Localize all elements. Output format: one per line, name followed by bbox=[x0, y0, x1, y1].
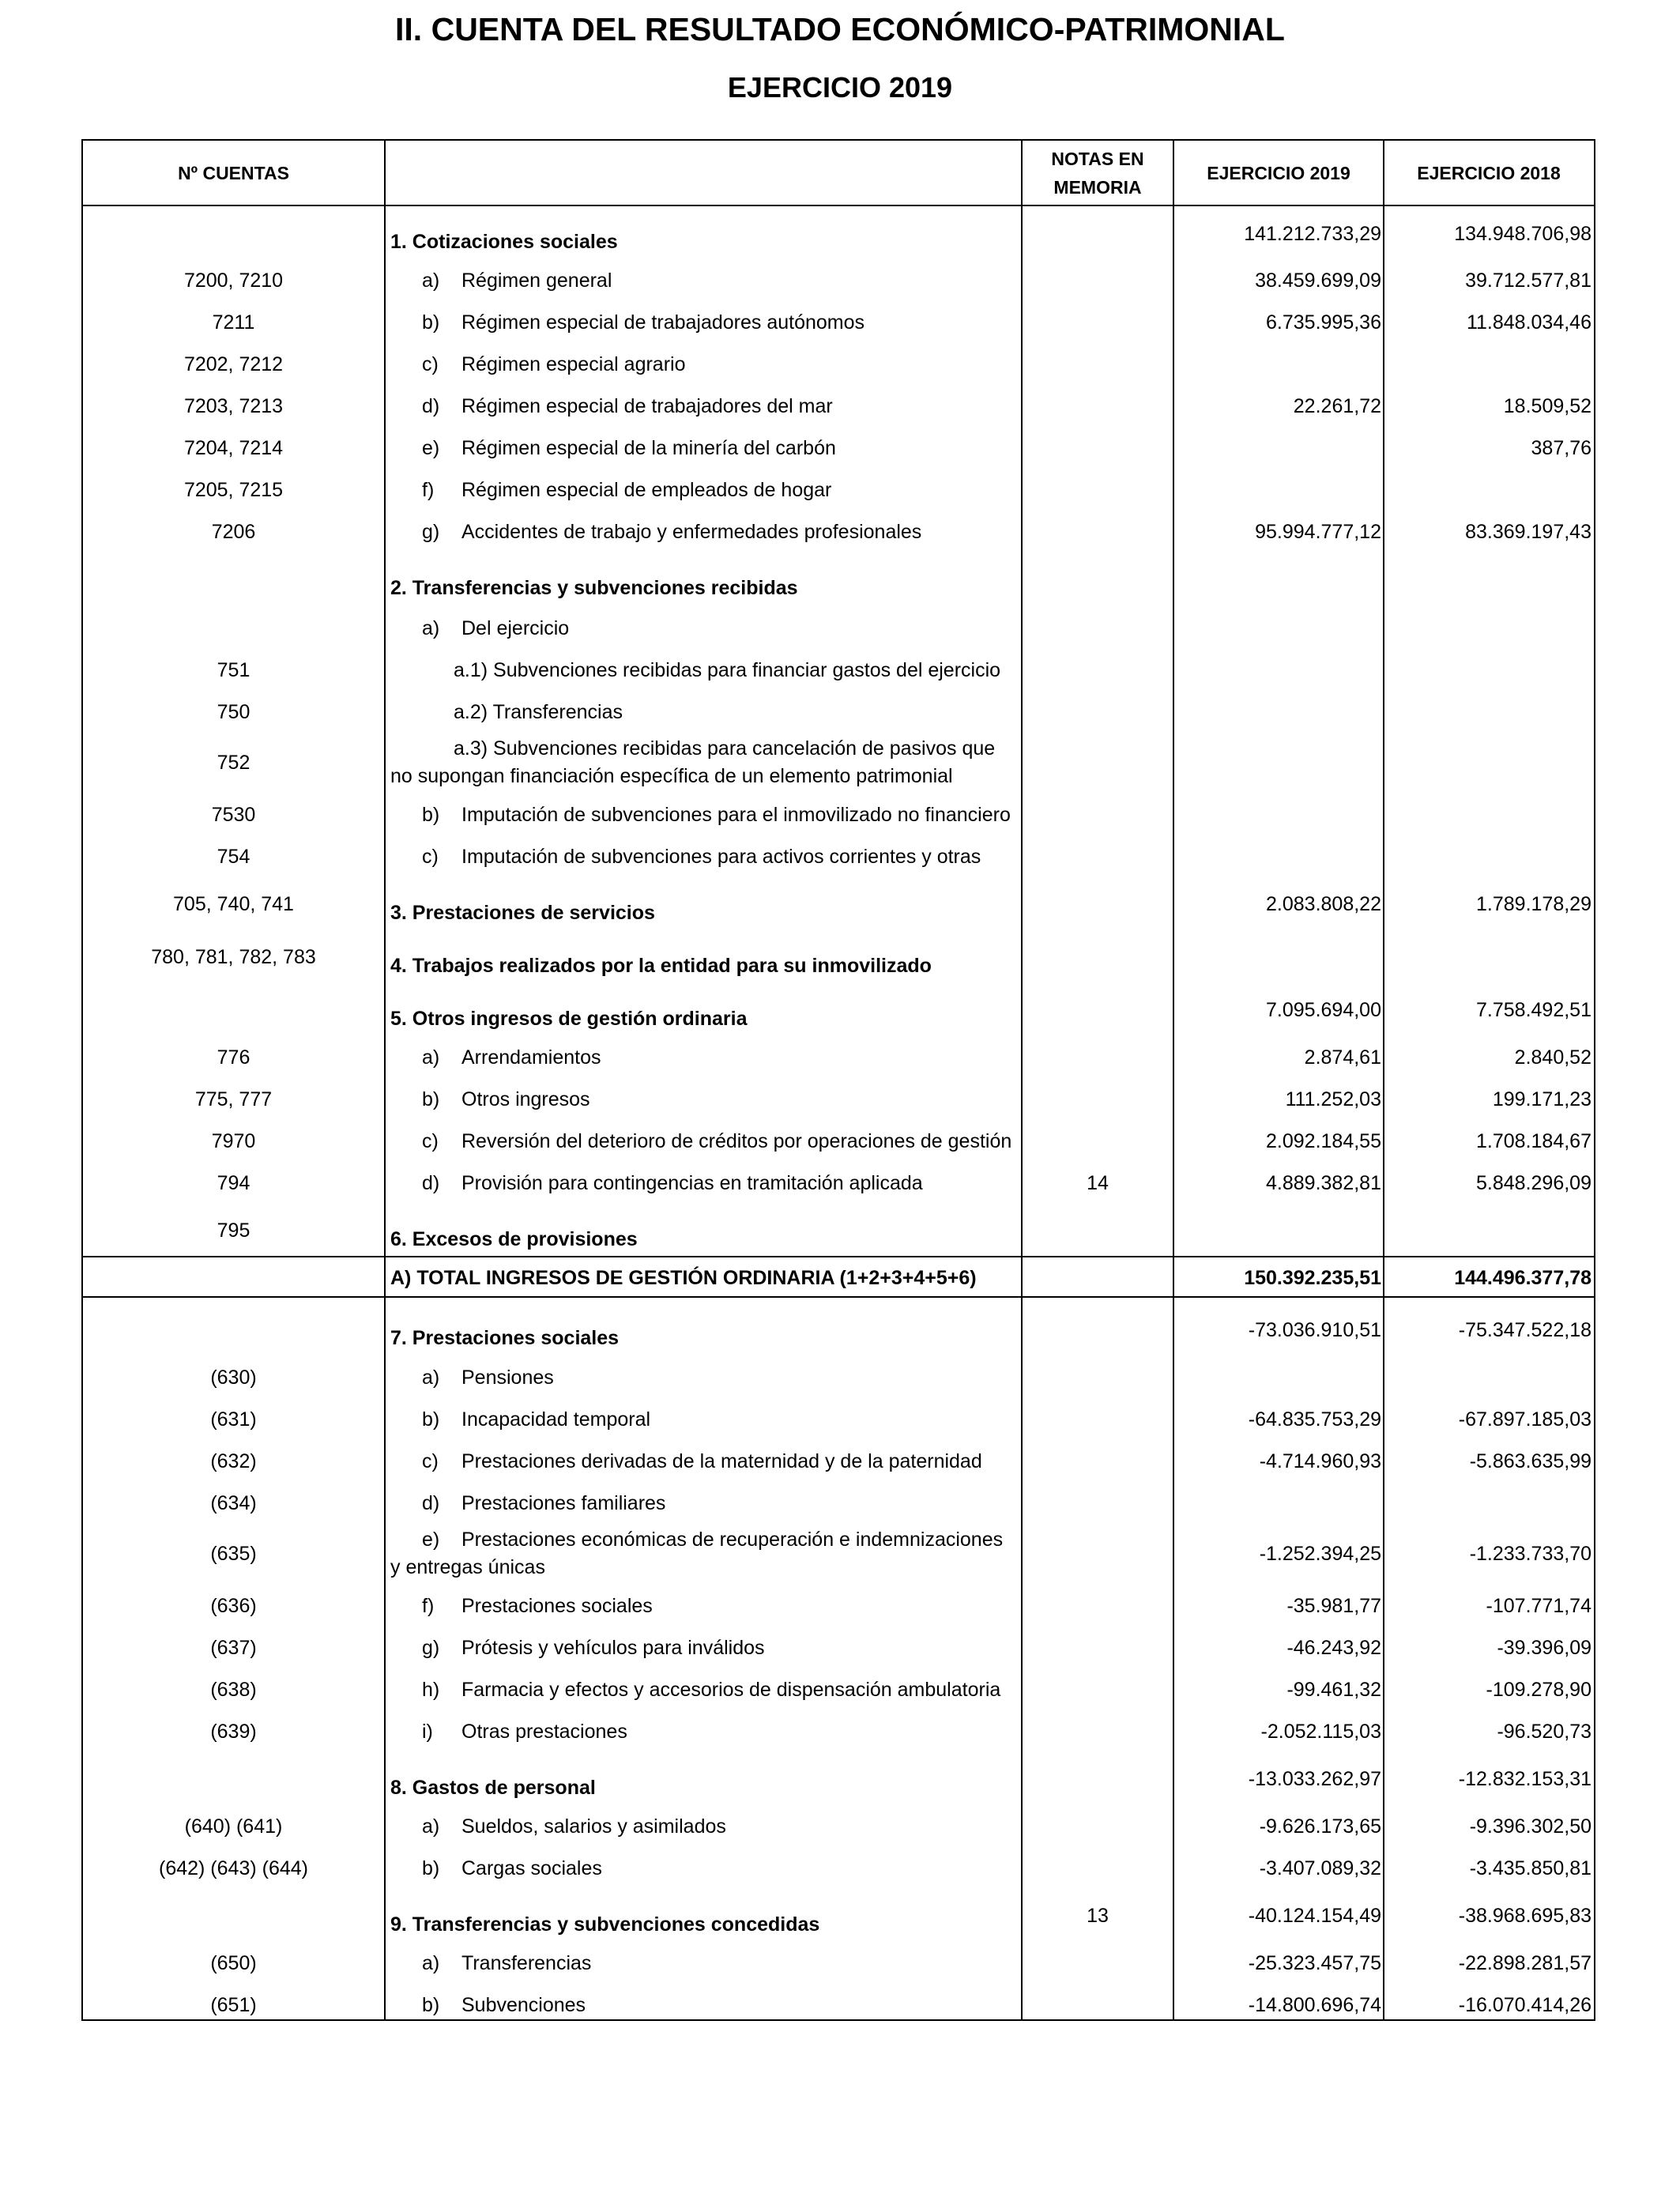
item-letter: b) bbox=[422, 1857, 440, 1879]
value-2018: -5.863.635,99 bbox=[1469, 1450, 1591, 1472]
item-letter: b) bbox=[422, 311, 440, 334]
total-label: A) TOTAL INGRESOS DE GESTIÓN ORDINARIA (1+2+3+4+5+6) bbox=[390, 1267, 977, 1289]
account-code: (636) bbox=[210, 1595, 257, 1617]
value-2019: -40.124.154,49 bbox=[1248, 1905, 1381, 1927]
value-2018: 134.948.706,98 bbox=[1454, 223, 1591, 245]
header-accounts: Nº CUENTAS bbox=[178, 163, 289, 183]
row-label: 1. Cotizaciones sociales bbox=[390, 231, 618, 253]
value-2019: 2.083.808,22 bbox=[1266, 893, 1381, 915]
value-2018: -107.771,74 bbox=[1486, 1595, 1591, 1617]
item-letter: a) bbox=[422, 1952, 440, 1974]
item-letter: d) bbox=[422, 1492, 440, 1514]
row-label-continuation: no supongan financiación específica de un elemento patrimonial bbox=[390, 765, 953, 787]
item-letter: a) bbox=[422, 270, 440, 292]
row-label bbox=[390, 613, 1054, 644]
value-2019: 7.095.694,00 bbox=[1266, 999, 1381, 1021]
item-text: Imputación de subvenciones para activos corrientes y otras bbox=[461, 846, 981, 868]
value-2018: -39.396,09 bbox=[1497, 1637, 1591, 1659]
item-text: Otras prestaciones bbox=[461, 1721, 627, 1743]
row-label: 9. Transferencias y subvenciones concedidas bbox=[390, 1913, 820, 1936]
item-letter: e) bbox=[422, 1529, 440, 1551]
value-2018: -96.520,73 bbox=[1497, 1721, 1591, 1743]
account-code: (642) (643) (644) bbox=[159, 1857, 308, 1879]
item-letter: a) bbox=[422, 1046, 440, 1069]
item-letter: c) bbox=[422, 1450, 439, 1472]
row-label bbox=[390, 1989, 1054, 2021]
row-label bbox=[390, 1084, 1054, 1115]
item-letter: b) bbox=[422, 1408, 440, 1431]
value-2018: -109.278,90 bbox=[1486, 1679, 1591, 1701]
account-code: (639) bbox=[210, 1721, 257, 1743]
item-letter: e) bbox=[422, 437, 440, 459]
item-letter: h) bbox=[422, 1679, 440, 1701]
row-label: a.3) Subvenciones recibidas para cancelación de pasivos que bbox=[454, 737, 996, 760]
item-text: Provisión para contingencias en tramitación aplicada bbox=[461, 1172, 923, 1194]
value-2019: -99.461,32 bbox=[1286, 1679, 1381, 1701]
account-code: 780, 781, 782, 783 bbox=[151, 946, 316, 968]
item-text: Subvenciones bbox=[461, 1994, 586, 2016]
account-code: 752 bbox=[217, 752, 250, 774]
row-label: 6. Excesos de provisiones bbox=[390, 1228, 638, 1250]
value-2019: -1.252.394,25 bbox=[1259, 1543, 1381, 1565]
value-2018: -3.435.850,81 bbox=[1469, 1857, 1591, 1879]
item-text: Del ejercicio bbox=[461, 617, 570, 639]
report-subtitle: EJERCICIO 2019 bbox=[727, 71, 953, 104]
value-2019: -14.800.696,74 bbox=[1248, 1994, 1381, 2016]
value-2019: 2.874,61 bbox=[1304, 1046, 1381, 1069]
item-letter: a) bbox=[422, 617, 440, 639]
value-2018: 83.369.197,43 bbox=[1465, 521, 1591, 543]
account-code: (635) bbox=[210, 1543, 257, 1565]
account-code: (637) bbox=[210, 1637, 257, 1659]
item-letter: b) bbox=[422, 804, 440, 826]
account-code: 7211 bbox=[212, 311, 255, 334]
value-2019: 95.994.777,12 bbox=[1255, 521, 1381, 543]
row-label bbox=[390, 1716, 1054, 1747]
account-code: (638) bbox=[210, 1679, 257, 1701]
item-text: Arrendamientos bbox=[461, 1046, 601, 1069]
item-text: Régimen especial de trabajadores del mar bbox=[461, 395, 833, 417]
value-2019: -46.243,92 bbox=[1286, 1637, 1381, 1659]
account-code: 750 bbox=[217, 701, 250, 723]
row-label bbox=[390, 841, 1054, 873]
row-label bbox=[390, 390, 1054, 422]
row-label bbox=[390, 1487, 1054, 1519]
item-letter: c) bbox=[422, 353, 439, 375]
value-2019: -25.323.457,75 bbox=[1248, 1952, 1381, 1974]
account-code: 754 bbox=[217, 846, 250, 868]
row-label bbox=[390, 1446, 1054, 1477]
account-code: 7206 bbox=[211, 521, 256, 543]
account-code: (630) bbox=[210, 1367, 257, 1389]
value-2019: -3.407.089,32 bbox=[1259, 1857, 1381, 1879]
item-letter: b) bbox=[422, 1994, 440, 2016]
item-text: Reversión del deterioro de créditos por operaciones de gestión bbox=[461, 1130, 1012, 1152]
item-letter: g) bbox=[422, 1637, 440, 1659]
row-label: a.1) Subvenciones recibidas para financiar gastos del ejercicio bbox=[454, 659, 1001, 681]
item-text: Régimen especial agrario bbox=[461, 353, 686, 375]
row-label: 4. Trabajos realizados por la entidad para su inmovilizado bbox=[390, 955, 932, 977]
row-label bbox=[390, 474, 1054, 506]
row-label bbox=[390, 1524, 1054, 1555]
value-2018: 1.789.178,29 bbox=[1476, 893, 1591, 915]
row-label bbox=[390, 1947, 1054, 1979]
item-letter: a) bbox=[422, 1815, 440, 1838]
row-label bbox=[390, 1674, 1054, 1706]
value-2018: -9.396.302,50 bbox=[1469, 1815, 1591, 1838]
row-label: 8. Gastos de personal bbox=[390, 1777, 596, 1799]
value-2018: 18.509,52 bbox=[1503, 395, 1591, 417]
account-code: (632) bbox=[210, 1450, 257, 1472]
value-2019: 6.735.995,36 bbox=[1266, 311, 1381, 334]
row-label: 3. Prestaciones de servicios bbox=[390, 902, 655, 924]
memoria-note: 14 bbox=[1087, 1172, 1109, 1194]
item-letter: f) bbox=[422, 479, 435, 501]
account-code: 7203, 7213 bbox=[183, 395, 284, 417]
value-2018: -67.897.185,03 bbox=[1458, 1408, 1591, 1431]
item-text: Cargas sociales bbox=[461, 1857, 602, 1879]
value-2019: -2.052.115,03 bbox=[1260, 1721, 1381, 1743]
header-divider bbox=[81, 205, 1595, 206]
row-label bbox=[390, 1853, 1054, 1884]
row-label bbox=[390, 516, 1054, 548]
value-2019: 2.092.184,55 bbox=[1266, 1130, 1381, 1152]
row-label bbox=[390, 307, 1054, 338]
value-2018: 199.171,23 bbox=[1492, 1088, 1591, 1110]
header-ejercicio-2019: EJERCICIO 2019 bbox=[1207, 163, 1350, 183]
total-value-2018: 144.496.377,78 bbox=[1454, 1267, 1591, 1289]
row-label: a.2) Transferencias bbox=[454, 701, 623, 723]
account-code: (640) (641) bbox=[184, 1815, 283, 1838]
item-text: Régimen general bbox=[461, 270, 612, 292]
account-code: 775, 777 bbox=[194, 1088, 273, 1110]
row-label bbox=[390, 1362, 1054, 1393]
value-2018: -12.832.153,31 bbox=[1458, 1768, 1591, 1790]
row-label bbox=[390, 349, 1054, 380]
item-text: Sueldos, salarios y asimilados bbox=[461, 1815, 726, 1838]
value-2019: -13.033.262,97 bbox=[1248, 1768, 1381, 1790]
account-code: 705, 740, 741 bbox=[173, 893, 294, 915]
item-letter: b) bbox=[422, 1088, 440, 1110]
account-code: 751 bbox=[217, 659, 250, 681]
item-letter: c) bbox=[422, 1130, 439, 1152]
row-label: 7. Prestaciones sociales bbox=[390, 1327, 620, 1349]
item-letter: d) bbox=[422, 1172, 440, 1194]
account-code: 7202, 7212 bbox=[183, 353, 284, 375]
row-label-continuation: y entregas únicas bbox=[390, 1556, 545, 1578]
item-text: Imputación de subvenciones para el inmovilizado no financiero bbox=[461, 804, 1011, 826]
memoria-note: 13 bbox=[1087, 1905, 1109, 1927]
account-code: (650) bbox=[210, 1952, 257, 1974]
account-code: (634) bbox=[210, 1492, 257, 1514]
value-2019: -9.626.173,65 bbox=[1259, 1815, 1381, 1838]
value-2019: -4.714.960,93 bbox=[1259, 1450, 1381, 1472]
item-text: Régimen especial de empleados de hogar bbox=[461, 479, 832, 501]
item-text: Régimen especial de trabajadores autónomos bbox=[461, 311, 865, 334]
account-code: 7205, 7215 bbox=[183, 479, 284, 501]
value-2019: 22.261,72 bbox=[1293, 395, 1381, 417]
row-label bbox=[390, 1590, 1054, 1622]
value-2018: -1.233.733,70 bbox=[1469, 1543, 1591, 1565]
row-label bbox=[390, 1125, 1054, 1157]
value-2018: 39.712.577,81 bbox=[1465, 270, 1591, 292]
value-2018: 387,76 bbox=[1531, 437, 1591, 459]
item-text: Prestaciones sociales bbox=[461, 1595, 653, 1617]
item-text: Prestaciones económicas de recuperación e indemnizaciones bbox=[461, 1529, 1004, 1551]
header-notes-line2: MEMORIA bbox=[1053, 177, 1142, 198]
header-ejercicio-2018: EJERCICIO 2018 bbox=[1417, 163, 1561, 183]
item-text: Farmacia y efectos y accesorios de dispensación ambulatoria bbox=[461, 1679, 1001, 1701]
column-divider bbox=[384, 139, 386, 2021]
value-2019: 141.212.733,29 bbox=[1244, 223, 1381, 245]
row-label bbox=[390, 1042, 1054, 1073]
item-letter: d) bbox=[422, 395, 440, 417]
item-text: Incapacidad temporal bbox=[461, 1408, 651, 1431]
value-2018: -75.347.522,18 bbox=[1458, 1319, 1591, 1341]
row-label bbox=[390, 1811, 1054, 1842]
value-2018: 7.758.492,51 bbox=[1476, 999, 1591, 1021]
value-2018: 11.848.034,46 bbox=[1466, 311, 1591, 334]
item-letter: g) bbox=[422, 521, 440, 543]
row-label bbox=[390, 799, 1054, 831]
value-2019: 38.459.699,09 bbox=[1255, 270, 1381, 292]
row-label bbox=[390, 265, 1054, 296]
account-code: 7200, 7210 bbox=[183, 270, 284, 292]
value-2018: -16.070.414,26 bbox=[1458, 1994, 1591, 2016]
header-notes-line1: NOTAS EN bbox=[1051, 149, 1144, 169]
item-text: Prestaciones derivadas de la maternidad y de la paternidad bbox=[461, 1450, 982, 1472]
item-text: Régimen especial de la minería del carbón bbox=[461, 437, 836, 459]
value-2018: 5.848.296,09 bbox=[1476, 1172, 1591, 1194]
row-label bbox=[390, 1632, 1054, 1664]
row-label: 5. Otros ingresos de gestión ordinaria bbox=[390, 1008, 748, 1030]
account-code: 795 bbox=[217, 1220, 250, 1242]
value-2019: -35.981,77 bbox=[1286, 1595, 1381, 1617]
item-letter: f) bbox=[422, 1595, 435, 1617]
account-code: 794 bbox=[217, 1172, 250, 1194]
total-row-bottom-border bbox=[81, 1296, 1595, 1298]
item-text: Otros ingresos bbox=[461, 1088, 590, 1110]
account-code: 7970 bbox=[211, 1130, 256, 1152]
value-2018: -22.898.281,57 bbox=[1458, 1952, 1591, 1974]
item-letter: c) bbox=[422, 846, 439, 868]
item-text: Pensiones bbox=[461, 1367, 554, 1389]
value-2018: 1.708.184,67 bbox=[1476, 1130, 1591, 1152]
value-2019: 111.252,03 bbox=[1285, 1088, 1381, 1110]
account-code: (631) bbox=[210, 1408, 257, 1431]
item-letter: a) bbox=[422, 1367, 440, 1389]
account-code: 7204, 7214 bbox=[183, 437, 284, 459]
item-text: Prestaciones familiares bbox=[461, 1492, 666, 1514]
account-code: (651) bbox=[210, 1994, 257, 2016]
row-label bbox=[390, 432, 1054, 464]
row-label: 2. Transferencias y subvenciones recibidas bbox=[390, 577, 798, 599]
item-text: Accidentes de trabajo y enfermedades profesionales bbox=[461, 521, 922, 543]
item-text: Transferencias bbox=[461, 1952, 592, 1974]
total-value-2019: 150.392.235,51 bbox=[1244, 1267, 1381, 1289]
value-2018: 2.840,52 bbox=[1514, 1046, 1591, 1069]
value-2018: -38.968.695,83 bbox=[1458, 1905, 1591, 1927]
item-letter: i) bbox=[422, 1721, 433, 1743]
value-2019: 4.889.382,81 bbox=[1266, 1172, 1381, 1194]
account-code: 7530 bbox=[211, 804, 256, 826]
account-code: 776 bbox=[217, 1046, 250, 1069]
value-2019: -64.835.753,29 bbox=[1248, 1408, 1381, 1431]
row-label bbox=[390, 1167, 1054, 1199]
row-label bbox=[390, 1404, 1054, 1435]
report-title: II. CUENTA DEL RESULTADO ECONÓMICO-PATRIMONIAL bbox=[395, 11, 1285, 47]
item-text: Prótesis y vehículos para inválidos bbox=[461, 1637, 765, 1659]
total-row-top-border bbox=[81, 1256, 1595, 1257]
value-2019: -73.036.910,51 bbox=[1248, 1319, 1381, 1341]
